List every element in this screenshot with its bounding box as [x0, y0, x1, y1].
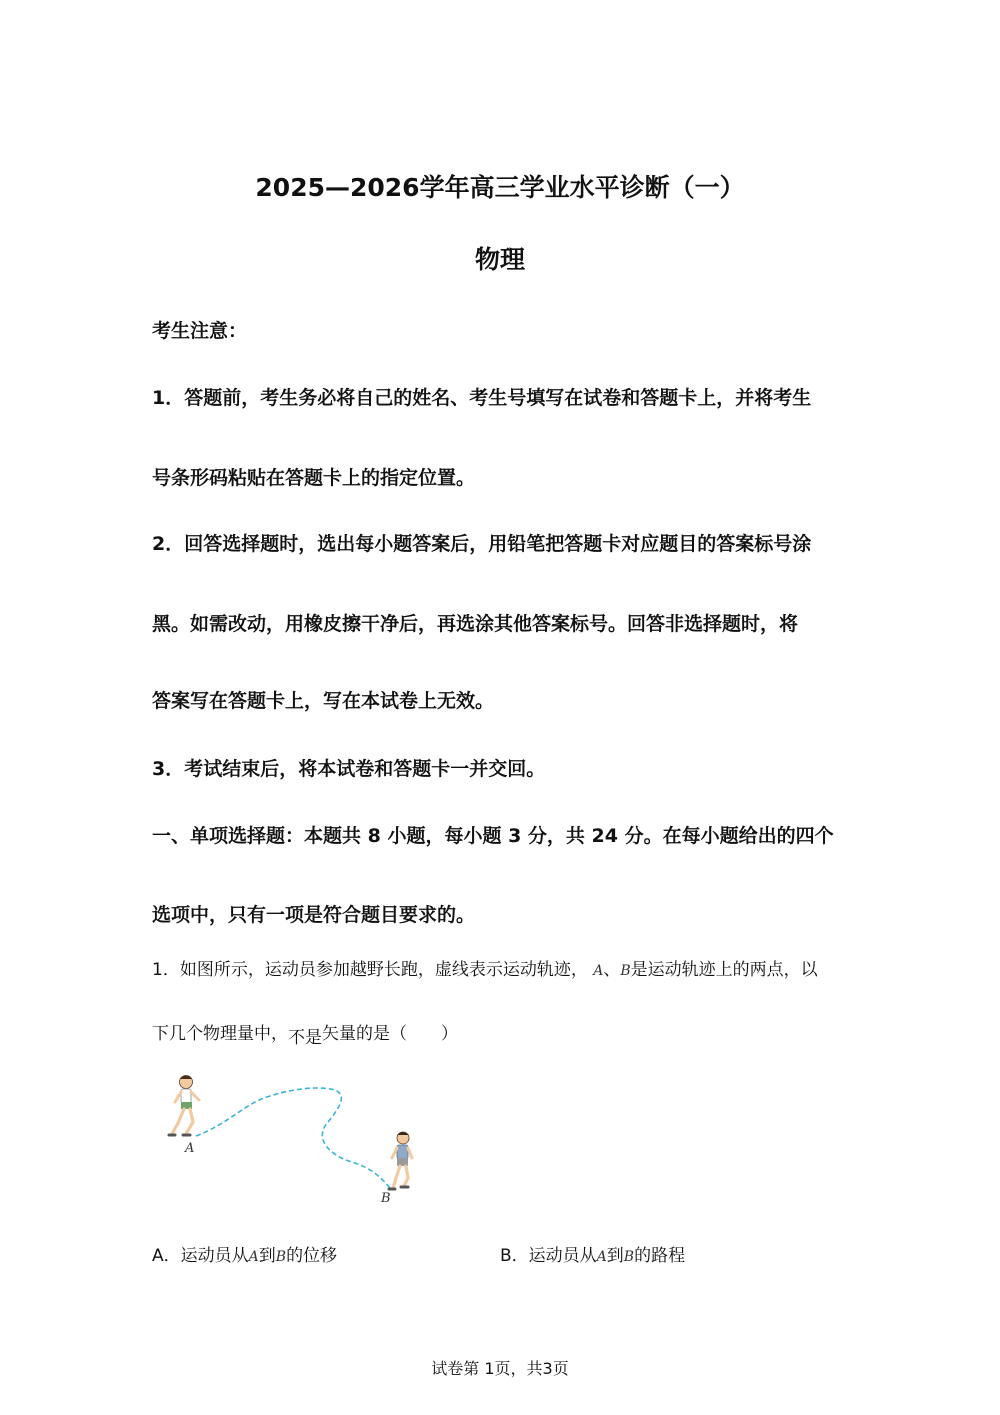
option-a[interactable]: A．运动员从A到B的位移	[152, 1246, 338, 1266]
notice-item-2-line-1: 2．回答选择题时，选出每小题答案后，用铅笔把答题卡对应题目的答案标号涂	[152, 533, 812, 555]
runner-a-icon	[169, 1076, 199, 1136]
runner-b-icon	[389, 1132, 412, 1189]
point-b-label: B	[381, 1191, 391, 1206]
notice-item-1-line-1: 1．答题前，考生务必将自己的姓名、考生号填写在试卷和答题卡上，并将考生	[152, 387, 812, 409]
option-b[interactable]: B．运动员从A到B的路程	[500, 1246, 686, 1266]
runner-trajectory-figure	[160, 1068, 440, 1210]
question-1-stem-line-2: 下几个物理量中，不是矢量的是（ ）	[152, 1024, 458, 1048]
point-a-label: A	[185, 1141, 195, 1156]
page-footer: 试卷第 1页，共3页	[431, 1359, 569, 1378]
notice-item-3-line-1: 3．考试结束后，将本试卷和答题卡一并交回。	[152, 758, 546, 780]
notice-item-2-line-2: 黑。如需改动，用橡皮擦干净后，再选涂其他答案标号。回答非选择题时，将	[152, 613, 799, 635]
notice-item-2-line-3: 答案写在答题卡上，写在本试卷上无效。	[152, 690, 495, 712]
question-1-stem-line-1: 1．如图所示，运动员参加越野长跑，虚线表示运动轨迹， A、B是运动轨迹上的两点，以	[152, 960, 818, 980]
page-title: 2025—2026学年高三学业水平诊断（一）	[255, 173, 745, 202]
notice-heading: 考生注意：	[152, 320, 248, 342]
notice-item-1-line-2: 号条形码粘贴在答题卡上的指定位置。	[152, 467, 476, 489]
section-heading-line-2: 选项中，只有一项是符合题目要求的。	[152, 904, 476, 926]
emphasis-not: 不是	[288, 1028, 322, 1048]
trajectory-path	[196, 1088, 390, 1188]
section-heading-line-1: 一、单项选择题：本题共 8 小题，每小题 3 分，共 24 分。在每小题给出的四个	[152, 825, 834, 847]
subject-title: 物理	[474, 245, 525, 274]
